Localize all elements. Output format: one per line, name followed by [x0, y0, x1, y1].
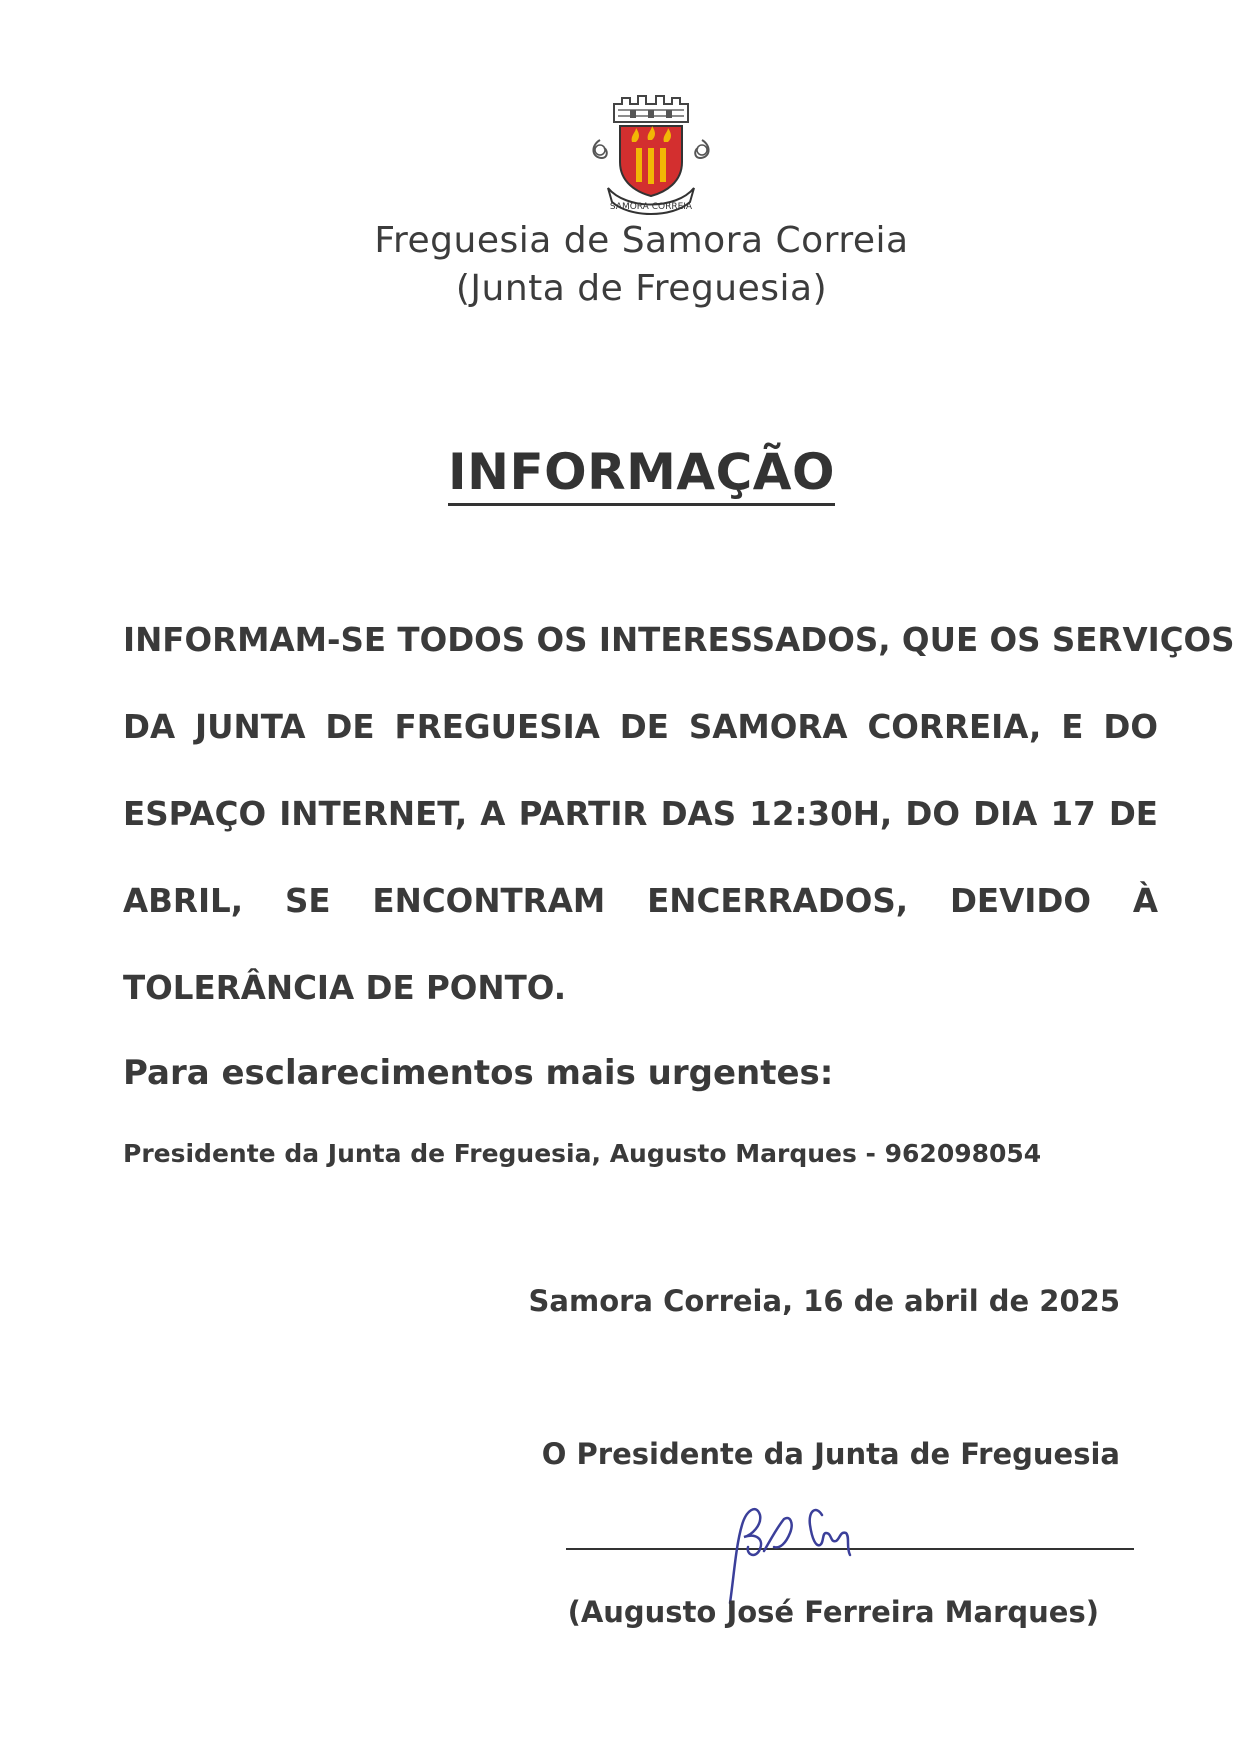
signer-name: (Augusto José Ferreira Marques) [567, 1595, 1099, 1629]
notice-line: ESPAÇO INTERNET, A PARTIR DAS 12:30H, DO DIA 17 DE [123, 795, 1158, 833]
crest-graphic [586, 92, 716, 220]
notice-line: ABRIL, SE ENCONTRAM ENCERRADOS, DEVIDO À [123, 882, 1158, 920]
svg-text:SAMORA CORREIA: SAMORA CORREIA [609, 202, 693, 212]
notice-line: DA JUNTA DE FREGUESIA DE SAMORA CORREIA, E DO [123, 708, 1158, 746]
coat-of-arms-logo [586, 92, 716, 220]
handwritten-signature [690, 1485, 900, 1605]
notice-line: TOLERÂNCIA DE PONTO. [123, 969, 567, 1007]
place-and-date: Samora Correia, 16 de abril de 2025 [528, 1284, 1120, 1318]
contact-heading: Para esclarecimentos mais urgentes: [123, 1053, 834, 1093]
notice-line: INFORMAM-SE TODOS OS INTERESSADOS, QUE OS SERVIÇOS [123, 621, 1235, 659]
signature-graphic [690, 1485, 900, 1605]
document-title-text: INFORMAÇÃO [448, 443, 835, 506]
contact-details: Presidente da Junta de Freguesia, Augusto Marques - 962098054 [123, 1139, 1042, 1168]
notice-body [123, 618, 1235, 1053]
document-title [0, 443, 1242, 501]
organization-subtitle: (Junta de Freguesia) [455, 268, 828, 309]
organization-name: Freguesia de Samora Correia [374, 220, 909, 261]
signer-role: O Presidente da Junta de Freguesia [541, 1437, 1120, 1471]
